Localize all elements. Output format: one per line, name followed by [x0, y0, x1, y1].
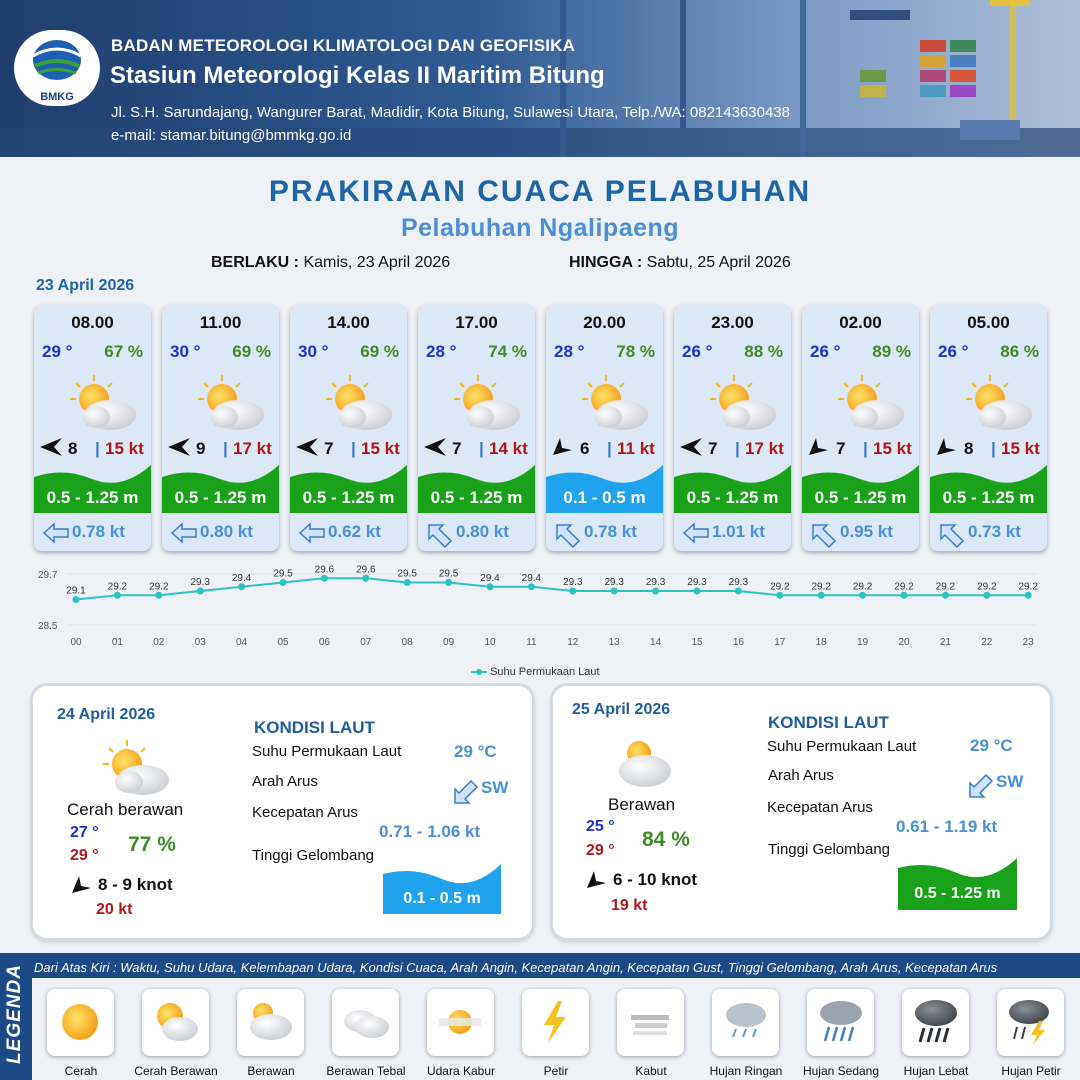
x-tick-label: 10 [484, 637, 496, 648]
slot-separator: | [223, 439, 228, 458]
x-tick-label: 07 [360, 637, 372, 648]
day2-sst: 29 °C [454, 742, 497, 761]
x-tick-label: 05 [277, 637, 289, 648]
arrow-west-icon [168, 438, 192, 458]
arrow-west-icon [42, 522, 70, 550]
arrow-northwest-icon [426, 522, 454, 550]
sst-point [694, 588, 701, 595]
slot-separator: | [95, 439, 100, 458]
legend-item [522, 989, 589, 1056]
day2-forecast-box [33, 686, 532, 938]
slot-time: 11.00 [199, 313, 242, 332]
arrow-west-icon [296, 438, 320, 458]
arrow-west-icon [40, 438, 64, 458]
x-tick-label: 09 [443, 637, 455, 648]
legend-item [807, 989, 874, 1056]
valid-from-label: BERLAKU : [211, 254, 299, 271]
legend-item [712, 989, 779, 1056]
x-tick-label: 16 [732, 637, 744, 648]
slot-wind-speed: 6 [580, 439, 590, 458]
sst-data-label: 29.3 [687, 577, 707, 588]
slot-separator: | [607, 439, 612, 458]
berawan-icon [603, 731, 687, 791]
x-tick-label: 00 [70, 637, 82, 648]
arrow-west-icon [298, 522, 326, 550]
legend-description: Dari Atas Kiri : Waktu, Suhu Udara, Kelembapan Udara, Kondisi Cuaca, Arah Angin, Kecepatan Angin, Kecepatan Gust, Tinggi Gelombang, Arah Arus, Kecepatan Arus [34, 960, 998, 975]
kabut-icon [625, 997, 675, 1047]
day3-date: 25 April 2026 [572, 701, 671, 718]
x-tick-label: 03 [194, 637, 206, 648]
sst-data-label: 29.4 [231, 572, 252, 584]
x-tick-label: 22 [981, 637, 993, 648]
legend-label: Hujan Sedang [802, 1064, 880, 1078]
slot-wave-height: 0.5 - 1.25 m [430, 488, 523, 507]
valid-to-label: HINGGA : [569, 254, 643, 271]
x-tick-label: 18 [815, 637, 827, 648]
arrow-southwest-icon [936, 438, 960, 458]
sst-point [404, 579, 411, 586]
arrow-southwest-icon [71, 876, 93, 894]
day3-current-dir: SW [996, 772, 1024, 791]
berawan-tebal-icon [340, 997, 390, 1047]
arrow-southwest-icon [452, 778, 480, 806]
logo-text: BMKG [40, 91, 74, 103]
sst-data-label: 29.6 [314, 564, 335, 576]
sst-data-label: 29.3 [728, 577, 749, 588]
legend-item [237, 989, 304, 1056]
cerah-berawan-icon [442, 371, 526, 433]
hujan-ringan-icon [720, 997, 770, 1047]
hourly-card [34, 305, 151, 551]
arrow-southwest-icon [586, 871, 608, 889]
day2-sst-label: Suhu Permukaan Laut [252, 743, 402, 760]
slot-temperature: 30 ° [298, 342, 329, 361]
legend-label: Hujan Ringan [709, 1064, 783, 1078]
hujan-lebat-icon [910, 997, 960, 1047]
sst-point [73, 596, 80, 603]
cerah-berawan-icon [186, 371, 270, 433]
day3-gust: 19 kt [611, 897, 648, 914]
cerah-berawan-icon [91, 736, 175, 796]
slot-separator: | [735, 439, 740, 458]
day3-current-dir-label: Arah Arus [768, 767, 834, 784]
slot-temperature: 29 ° [42, 342, 73, 361]
slot-temperature: 26 ° [682, 342, 713, 361]
day3-temp-min: 25 ° [586, 818, 615, 835]
sst-point [942, 592, 949, 599]
slot-time: 05.00 [967, 313, 1010, 332]
sst-point [445, 579, 452, 586]
sst-data-label: 29.4 [480, 572, 500, 584]
day3-sst: 29 °C [970, 736, 1013, 755]
slot-humidity: 78 % [616, 342, 655, 361]
slot-separator: | [991, 439, 996, 458]
arrow-northwest-icon [938, 522, 966, 550]
x-tick-label: 14 [650, 637, 662, 648]
legend-series-name: Suhu Permukaan Laut [490, 666, 600, 678]
cerah-berawan-icon [570, 371, 654, 433]
y-tick-label: 29.7 [38, 570, 58, 581]
slot-humidity: 67 % [104, 342, 143, 361]
sst-data-label: 29.2 [107, 581, 128, 593]
slot-gust: 15 kt [361, 439, 400, 458]
day3-temp-max: 29 ° [586, 842, 615, 859]
chart-legend [471, 666, 600, 678]
arrow-west-icon [680, 438, 704, 458]
sst-point [818, 592, 825, 599]
cerah-berawan-icon [150, 997, 200, 1047]
slot-current-speed: 0.78 kt [72, 522, 125, 541]
day2-current-dir: SW [481, 778, 509, 797]
day3-forecast-box [553, 686, 1050, 938]
station-name: Stasiun Meteorologi Kelas II Maritim Bitung [110, 62, 605, 89]
hujan-sedang-icon [815, 997, 865, 1047]
sst-data-label: 29.2 [149, 581, 169, 593]
x-tick-label: 12 [567, 637, 579, 648]
sst-data-label: 29.5 [438, 568, 459, 580]
legend-label: Petir [543, 1064, 569, 1078]
day3-wave: 0.5 - 1.25 m [914, 885, 1001, 902]
slot-humidity: 86 % [1000, 342, 1039, 361]
slot-wave-height: 0.5 - 1.25 m [686, 488, 779, 507]
slot-time: 17.00 [455, 313, 498, 332]
slot-time: 08.00 [71, 313, 114, 332]
sst-point [280, 579, 287, 586]
cerah-berawan-icon [698, 371, 782, 433]
day2-wave: 0.1 - 0.5 m [403, 890, 481, 907]
x-tick-label: 20 [898, 637, 910, 648]
arrow-southwest-icon [552, 438, 576, 458]
day3-sst-label: Suhu Permukaan Laut [767, 738, 917, 755]
sst-point [528, 583, 535, 590]
sst-data-label: 29.2 [811, 581, 831, 593]
berawan-icon [245, 997, 295, 1047]
sst-chart [30, 562, 1060, 680]
x-tick-label: 23 [1022, 637, 1034, 648]
arrow-west-icon [682, 522, 710, 550]
sst-point [1025, 592, 1032, 599]
arrow-northwest-icon [554, 522, 582, 550]
sst-point [776, 592, 783, 599]
arrow-west-icon [170, 522, 198, 550]
arrow-west-icon [424, 438, 448, 458]
legend-label: Kabut [635, 1064, 667, 1078]
valid-from-value: Kamis, 23 April 2026 [303, 254, 451, 271]
arrow-southwest-icon [967, 772, 995, 800]
hourly-card [930, 305, 1047, 551]
slot-current-speed: 1.01 kt [712, 522, 765, 541]
x-tick-label: 02 [153, 637, 165, 648]
sst-point [238, 583, 245, 590]
slot-wind-speed: 8 [964, 439, 974, 458]
slot-current-speed: 0.80 kt [456, 522, 509, 541]
sst-data-label: 29.6 [356, 564, 376, 576]
x-tick-label: 06 [318, 637, 330, 648]
legend-side [0, 953, 30, 1080]
x-tick-label: 17 [774, 637, 786, 648]
slot-gust: 14 kt [489, 439, 528, 458]
day3-sea-heading: KONDISI LAUT [768, 713, 889, 732]
slot-gust: 15 kt [873, 439, 912, 458]
hourly-card [162, 305, 279, 551]
hourly-card [290, 305, 407, 551]
hujan-petir-icon [1005, 997, 1055, 1047]
port-name: Pelabuhan Ngalipaeng [400, 214, 680, 242]
sst-series-line [76, 578, 1028, 599]
day2-sea-heading: KONDISI LAUT [254, 718, 375, 737]
day2-condition: Cerah berawan [67, 800, 184, 819]
sst-data-label: 29.2 [894, 581, 914, 593]
slot-separator: | [863, 439, 868, 458]
cerah-icon [55, 997, 105, 1047]
day2-current-speed-label: Kecepatan Arus [252, 804, 358, 821]
slot-wind-speed: 9 [196, 439, 206, 458]
petir-icon [530, 997, 580, 1047]
header-banner [0, 0, 1080, 157]
sst-data-label: 29.5 [273, 568, 293, 580]
day2-date: 24 April 2026 [57, 706, 156, 723]
legend-label: Udara Kabur [426, 1064, 496, 1078]
x-tick-label: 15 [691, 637, 703, 648]
x-tick-label: 19 [857, 637, 869, 648]
legend-item [142, 989, 209, 1056]
bmkg-logo [14, 30, 100, 106]
legend-item [617, 989, 684, 1056]
sst-point [321, 575, 328, 582]
day3-wave-label: Tinggi Gelombang [768, 841, 891, 858]
x-tick-label: 11 [526, 637, 537, 648]
slot-wind-speed: 7 [324, 439, 334, 458]
sst-data-label: 29.2 [977, 581, 997, 593]
sst-data-label: 29.3 [645, 577, 666, 588]
slot-time: 20.00 [583, 313, 626, 332]
slot-wave-height: 0.5 - 1.25 m [302, 488, 395, 507]
day2-wave-label: Tinggi Gelombang [252, 847, 375, 864]
x-tick-label: 04 [236, 637, 248, 648]
slot-gust: 15 kt [105, 439, 144, 458]
day2-temp-min: 27 ° [70, 824, 99, 841]
legend-label: Berawan [247, 1064, 295, 1078]
sst-point [197, 588, 204, 595]
legend-label: Cerah Berawan [134, 1064, 218, 1078]
slot-wave-height: 0.5 - 1.25 m [942, 488, 1035, 507]
day2-humidity: 77 % [128, 833, 176, 856]
legend-label: Hujan Petir [1001, 1064, 1061, 1078]
legend-label: Berawan Tebal [326, 1064, 406, 1078]
slot-wind-speed: 7 [452, 439, 462, 458]
slot-time: 14.00 [327, 313, 370, 332]
slot-current-speed: 0.62 kt [328, 522, 381, 541]
sst-point [114, 592, 121, 599]
slot-current-speed: 0.80 kt [200, 522, 253, 541]
day3-current-speed: 0.61 - 1.19 kt [896, 817, 998, 836]
hourly-card [418, 305, 535, 551]
legend-item [332, 989, 399, 1056]
cerah-berawan-icon [314, 371, 398, 433]
sst-data-label: 29.1 [66, 585, 86, 597]
sst-data-label: 29.5 [397, 568, 417, 580]
slot-current-speed: 0.95 kt [840, 522, 893, 541]
sst-data-label: 29.3 [563, 577, 583, 588]
slot-gust: 17 kt [745, 439, 784, 458]
legend-item [997, 989, 1064, 1056]
legend-title: LEGENDA [4, 964, 25, 1064]
sst-data-label: 29.2 [770, 581, 790, 593]
udara-kabur-icon [435, 997, 485, 1047]
hourly-card [674, 305, 791, 551]
slot-separator: | [479, 439, 484, 458]
sst-point [362, 575, 369, 582]
legend-line-icon [471, 668, 487, 676]
slot-gust: 11 kt [617, 439, 655, 458]
x-tick-label: 08 [401, 637, 413, 648]
slot-current-speed: 0.78 kt [584, 522, 637, 541]
slot-humidity: 89 % [872, 342, 911, 361]
sst-point [652, 588, 659, 595]
day3-humidity: 84 % [642, 828, 690, 851]
x-tick-label: 21 [939, 637, 951, 648]
slot-humidity: 69 % [232, 342, 271, 361]
slot-wind-speed: 7 [708, 439, 718, 458]
slot-gust: 17 kt [233, 439, 272, 458]
sst-data-label: 29.2 [1018, 581, 1038, 593]
sst-point [901, 592, 908, 599]
legend-item [47, 989, 114, 1056]
day2-temp-max: 29 ° [70, 847, 99, 864]
slot-temperature: 28 ° [554, 342, 585, 361]
valid-to-value: Sabtu, 25 April 2026 [646, 254, 791, 271]
cerah-berawan-icon [954, 371, 1038, 433]
agency-name: BADAN METEOROLOGI KLIMATOLOGI DAN GEOFISIKA [111, 36, 576, 55]
legend-item [902, 989, 969, 1056]
hourly-card [546, 305, 663, 551]
sst-point [735, 588, 742, 595]
slot-humidity: 88 % [744, 342, 783, 361]
slot-wind-speed: 7 [836, 439, 846, 458]
day3-current-speed-label: Kecepatan Arus [767, 799, 873, 816]
slot-time: 02.00 [839, 313, 882, 332]
day1-date: 23 April 2026 [36, 277, 135, 294]
slot-humidity: 69 % [360, 342, 399, 361]
y-tick-label: 28.5 [38, 621, 58, 632]
arrow-southwest-icon [808, 438, 832, 458]
slot-gust: 15 kt [1001, 439, 1040, 458]
slot-temperature: 30 ° [170, 342, 201, 361]
day3-condition: Berawan [608, 795, 676, 814]
sst-data-label: 29.3 [604, 577, 624, 588]
sst-point [569, 588, 576, 595]
sst-point [487, 583, 494, 590]
legend-label: Cerah [64, 1064, 98, 1078]
sst-point [859, 592, 866, 599]
legend-label: Hujan Lebat [903, 1064, 969, 1078]
day2-gust: 20 kt [96, 901, 133, 918]
valid-to [569, 254, 791, 272]
day3-wind: 6 - 10 knot [613, 870, 698, 889]
slot-time: 23.00 [711, 313, 754, 332]
slot-wave-height: 0.5 - 1.25 m [46, 488, 139, 507]
slot-current-speed: 0.73 kt [968, 522, 1021, 541]
slot-wave-height: 0.5 - 1.25 m [174, 488, 267, 507]
sst-point [611, 588, 618, 595]
slot-humidity: 74 % [488, 342, 527, 361]
station-email[interactable]: e-mail: stamar.bitung@bmmkg.go.id [111, 127, 352, 144]
sst-point [983, 592, 990, 599]
day2-current-dir-label: Arah Arus [252, 773, 318, 790]
sst-data-label: 29.3 [190, 577, 210, 588]
slot-temperature: 28 ° [426, 342, 457, 361]
cerah-berawan-icon [58, 371, 142, 433]
slot-temperature: 26 ° [938, 342, 969, 361]
x-tick-label: 01 [111, 637, 123, 648]
slot-wind-speed: 8 [68, 439, 78, 458]
sst-data-label: 29.2 [935, 581, 956, 593]
hourly-card [802, 305, 919, 551]
arrow-northwest-icon [810, 522, 838, 550]
legend-item [427, 989, 494, 1056]
sst-data-label: 29.4 [521, 572, 542, 584]
sst-data-label: 29.2 [852, 581, 873, 593]
x-tick-label: 13 [608, 637, 620, 648]
slot-separator: | [351, 439, 356, 458]
slot-wave-height: 0.1 - 0.5 m [563, 488, 646, 507]
sst-point [155, 592, 162, 599]
day2-current-speed: 0.71 - 1.06 kt [379, 822, 481, 841]
page-title: PRAKIRAAN CUACA PELABUHAN [268, 175, 812, 208]
station-address: Jl. S.H. Sarundajang, Wangurer Barat, Madidir, Kota Bitung, Sulawesi Utara, Telp./WA: 082143630438 [111, 104, 790, 121]
slot-temperature: 26 ° [810, 342, 841, 361]
cerah-berawan-icon [826, 371, 910, 433]
day2-wind: 8 - 9 knot [98, 875, 173, 894]
slot-wave-height: 0.5 - 1.25 m [814, 488, 907, 507]
valid-from [211, 254, 450, 272]
